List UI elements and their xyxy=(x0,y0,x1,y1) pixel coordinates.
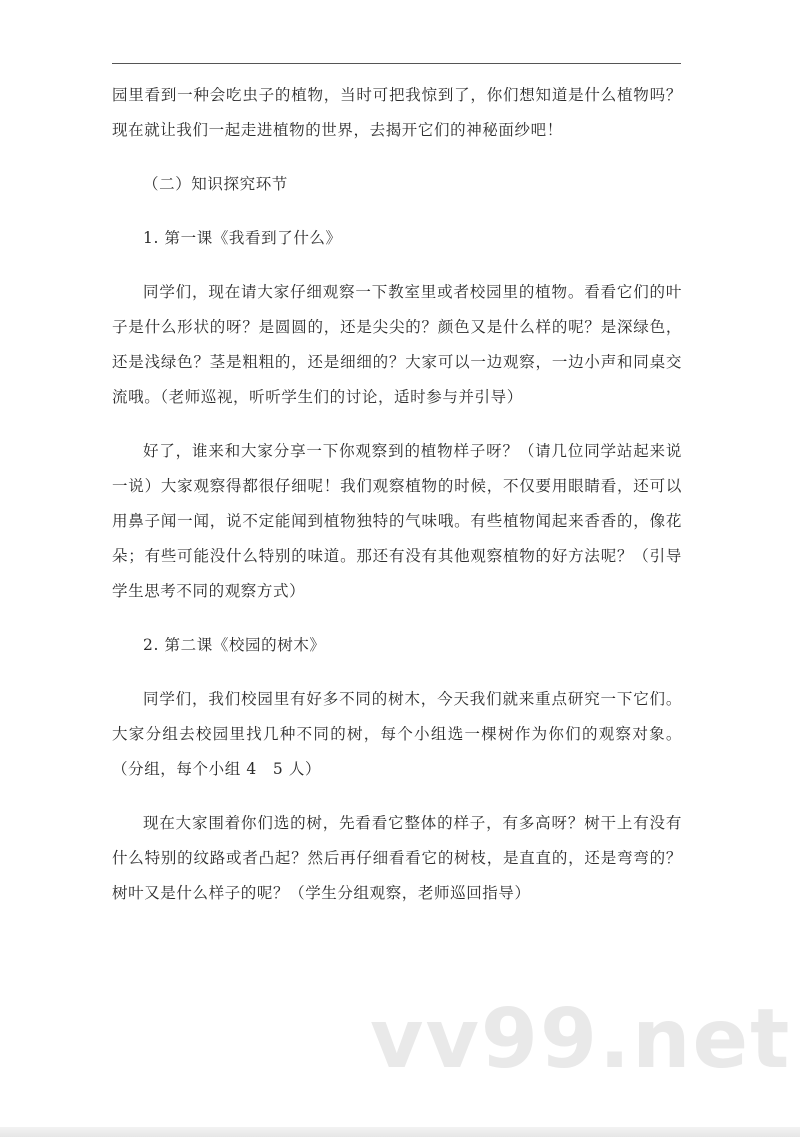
paragraph: 同学们，现在请大家仔细观察一下教室里或者校园里的植物。看看它们的叶子是什么形状的呀？是圆圆的，还是尖尖的？颜色又是什么样的呢？是深绿色，还是浅绿色？茎是粗粗的，还是细细的？大家可以一边观察，一边小声和同桌交流哦。（老师巡视，听听学生们的讨论，适时参与并引导） xyxy=(112,283,682,406)
paragraph: 同学们，我们校园里有好多不同的树木，今天我们就来重点研究一下它们。大家分组去校园里找几种不同的树，每个小组选一棵树作为你们的观察对象。（分组，每个小组 4 5 人） xyxy=(112,690,682,778)
watermark: vv99.net xyxy=(370,992,792,1087)
lesson-1-heading: 1. 第一课《我看到了什么》 xyxy=(143,229,342,247)
document-body xyxy=(112,78,682,911)
page-bottom-edge xyxy=(0,1127,800,1137)
paragraph: 好了，谁来和大家分享一下你观察到的植物样子呀？（请几位同学站起来说一说）大家观察得都很仔细呢！我们观察植物的时候，不仅要用眼睛看，还可以用鼻子闻一闻，说不定能闻到植物独特的气味哦。有些植物闻起来香香的，像花朵；有些可能没什么特别的味道。那还有没有其他观察植物的好方法呢？（引导学生思考不同的观察方式） xyxy=(112,442,682,600)
paragraph-intro-continuation: 园里看到一种会吃虫子的植物，当时可把我惊到了，你们想知道是什么植物吗？现在就让我们一起走进植物的世界，去揭开它们的神秘面纱吧！ xyxy=(112,86,682,139)
lesson-2-heading: 2. 第二课《校园的树木》 xyxy=(143,636,326,654)
section-heading: （二）知识探究环节 xyxy=(143,175,288,193)
paragraph: 现在大家围着你们选的树，先看看它整体的样子，有多高呀？树干上有没有什么特别的纹路或者凸起？然后再仔细看看它的树枝，是直直的，还是弯弯的？树叶又是什么样子的呢？（学生分组观察，老师巡回指导） xyxy=(112,814,682,902)
header-rule xyxy=(112,63,681,64)
